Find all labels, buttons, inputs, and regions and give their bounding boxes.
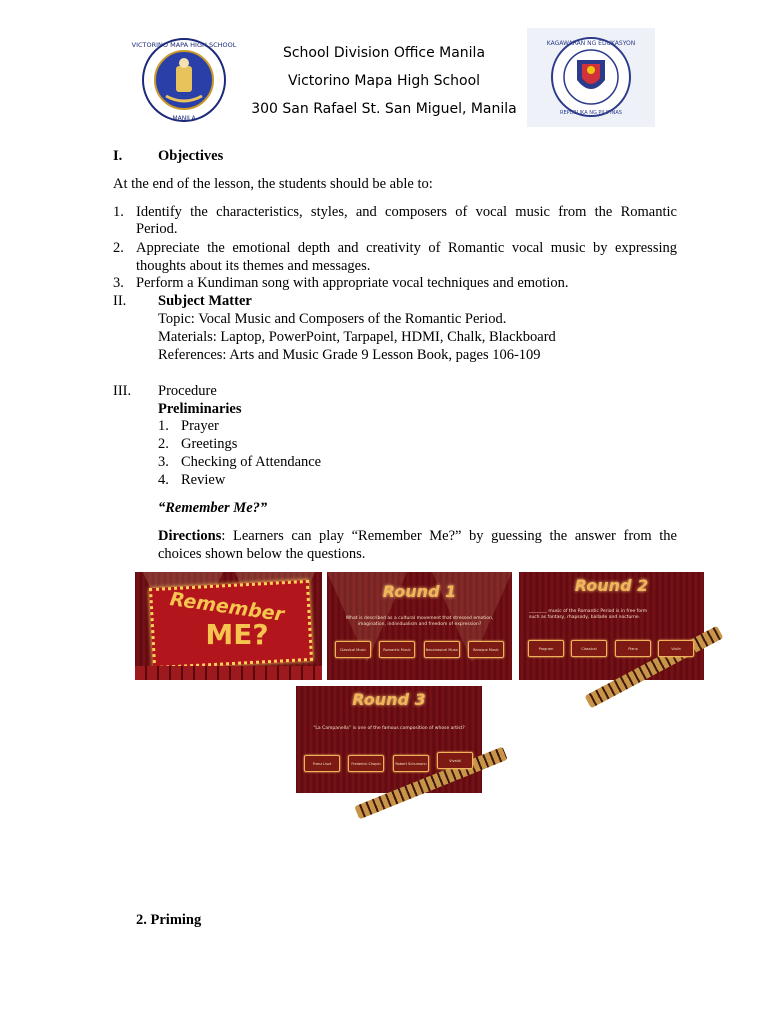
film-strip [584,626,723,709]
school-logo-subtext: MANILA [172,115,196,122]
slide1-title2: ME? [205,618,269,651]
school-logo-text: VICTORINO MAPA HIGH SCHOOL [131,41,237,49]
round-2-option-4: Violin [658,640,694,657]
objectives-intro: At the end of the lesson, the students should be able to: [113,176,433,192]
prelim-1-number: 1. [158,418,169,434]
header-division: School Division Office Manila [282,45,486,61]
prelim-2-text: Greetings [181,436,238,452]
directions-label: Directions [158,528,222,544]
objective-3-line1: Perform a Kundiman song with appropriate vocal techniques and emotion. [136,275,569,291]
round-1-option-3: Neoclassical Music [424,641,460,658]
deped-logo-text: KAGAWARAN NG EDUKASYON [546,40,636,47]
section-3-number: III. [113,383,132,399]
slide-remember-me [135,572,322,680]
round-1-question: What is described as a cultural movement that stressed emotion, imagination, individualism and freedom of expression? [345,616,494,627]
objective-3-number: 3. [113,275,124,291]
objective-1-line2: Period. [136,221,178,237]
section-1-number: I. [113,148,123,164]
slide-round-2 [519,572,704,680]
round-1-option-1: Classical Music [335,641,371,658]
prelim-3-number: 3. [158,454,169,470]
round-2-question: ________ music of the Romantic Period is in free form such as fantasy, rhapsody, ballade and nocturne. [529,609,648,620]
deped-logo [527,28,655,127]
prelim-4-number: 4. [158,472,169,488]
section-1-title: Objectives [158,148,224,164]
prelim-3-text: Checking of Attendance [181,454,322,470]
round-3-option-1: Franz Liszt [304,755,340,772]
directions-text: : Learners can play “Remember Me?” by guessing the answer from the [221,528,677,544]
objective-1-number: 1. [113,204,124,220]
directions-line1 [158,528,677,545]
round-3-option-2: Frederick Chopin [348,755,384,772]
topic-line: Topic: Vocal Music and Composers of the Romantic Period. [158,311,507,327]
round-2-title: Round 2 [574,576,649,595]
round-1-option-4: Baroque Music [468,641,504,658]
round-3-title: Round 3 [352,690,426,709]
slide1-title1: Remember [168,588,286,626]
round-3-option-4: Vivaldi [437,752,473,769]
round-2-option-2: Classical [571,640,607,657]
round-3-option-3: Robert Schumann [393,755,429,772]
slide-round-3 [296,686,482,793]
header-address: 300 San Rafael St. San Miguel, Manila [251,101,517,117]
deped-logo-subtext: REPUBLIKA NG PILIPINAS [560,110,622,116]
header-school: Victorino Mapa High School [287,73,481,89]
preliminaries-heading: Preliminaries [158,401,242,417]
objective-1-line1: Identify the characteristics, styles, and composers of vocal music from the Romantic [136,204,677,220]
references-line: References: Arts and Music Grade 9 Lesson Book, pages 106-109 [158,347,541,363]
directions-line2: choices shown below the questions. [158,546,366,562]
round-2-option-3: Piano [615,640,651,657]
round-1-title: Round 1 [382,582,457,601]
objective-2-number: 2. [113,240,124,256]
section-3-title: Procedure [158,383,217,399]
school-logo [131,36,237,124]
prelim-1-text: Prayer [181,418,219,434]
materials-line: Materials: Laptop, PowerPoint, Tarpapel, HDMI, Chalk, Blackboard [158,329,556,345]
objective-2-line2: thoughts about its themes and messages. [136,258,371,274]
priming-heading: 2. Priming [136,912,202,928]
section-2-title: Subject Matter [158,293,252,309]
prelim-4-text: Review [181,472,226,488]
round-3-question: “La Campanella” is one of the famous composition of whose artist? [313,726,465,731]
prelim-2-number: 2. [158,436,169,452]
round-1-option-2: Romantic Music [379,641,415,658]
round-2-option-1: Program [528,640,564,657]
game-title: “Remember Me?” [158,500,268,516]
section-2-number: II. [113,293,127,309]
theater-seats [135,666,322,680]
objective-2-line1: Appreciate the emotional depth and creativity of Romantic vocal music by expressing [136,240,677,256]
slide-round-1 [327,572,512,680]
